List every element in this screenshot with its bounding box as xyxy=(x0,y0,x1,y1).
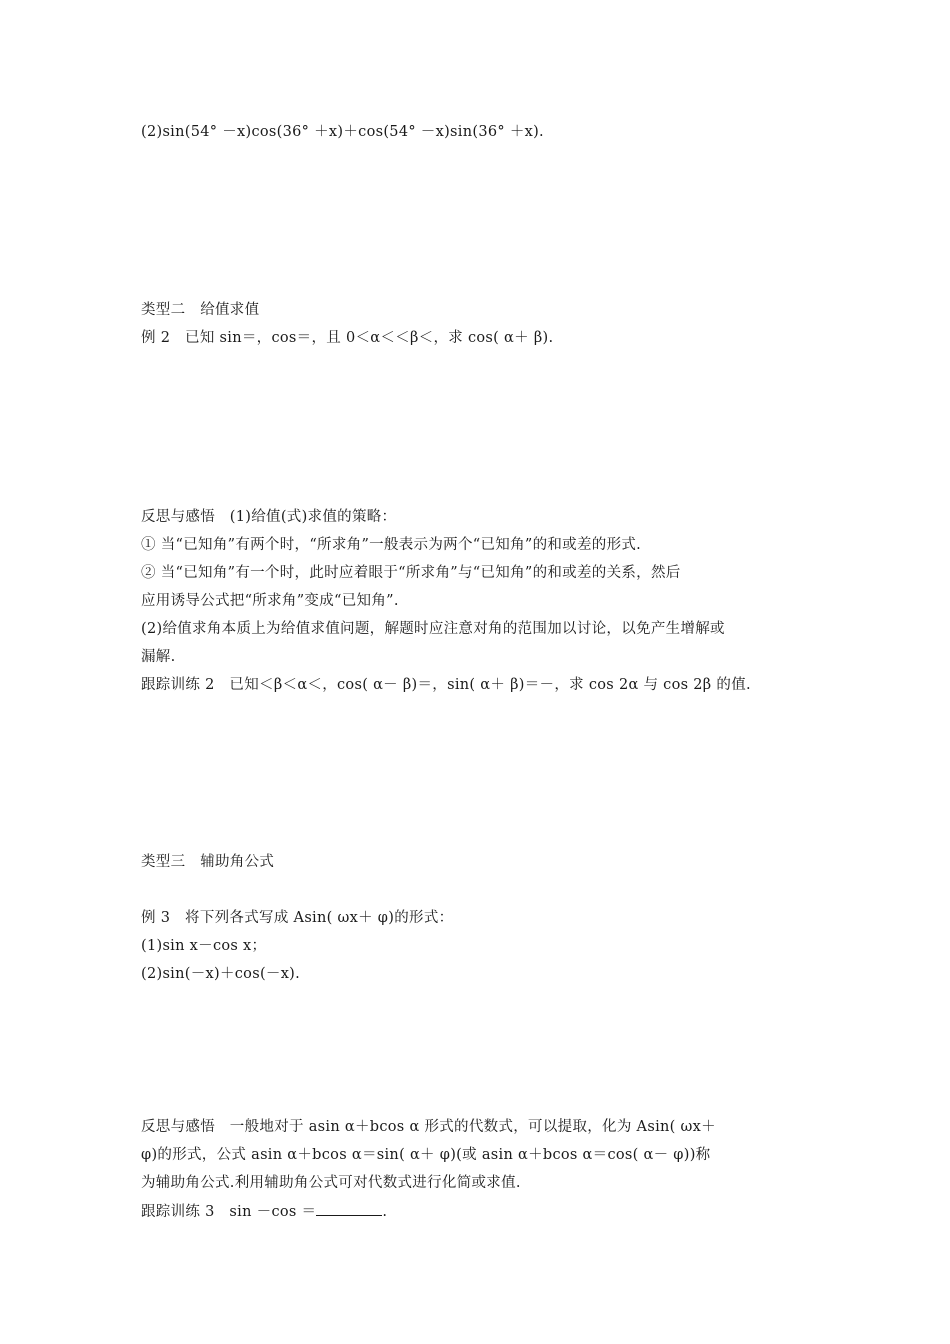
practice-3-line xyxy=(141,1201,387,1222)
example-2-text: 例 2 已知 sin＝，cos＝，且 0＜α＜＜β＜，求 cos( α＋ β). xyxy=(141,330,554,346)
problem-2-text: (2)sin(54° －x)cos(36° ＋x)＋cos(54° －x)sin(36° ＋x). xyxy=(141,124,544,140)
example-3-text: 例 3 将下列各式写成 Asin( ωx＋ φ)的形式： xyxy=(141,910,454,926)
strategy-item-3: (2)给值求角本质上为给值求值问题，解题时应注意对角的范围加以讨论，以免产生增解或 xyxy=(141,621,725,637)
strategy-item-3-cont: 漏解. xyxy=(141,649,176,665)
example-3-part-2: (2)sin(－x)＋cos(－x). xyxy=(141,966,301,982)
answer-blank xyxy=(316,1201,382,1216)
reflection-2-line-1: 反思与感悟 一般地对于 asin α＋bcos α 形式的代数式，可以提取，化为 Asin( ωx＋ xyxy=(141,1119,716,1135)
reflection-2-line-3: 为辅助角公式.利用辅助角公式可对代数式进行化简或求值. xyxy=(141,1175,521,1191)
strategy-item-2: ② 当“已知角”有一个时，此时应着眼于“所求角”与“已知角”的和或差的关系，然后 xyxy=(141,565,681,581)
practice-3-text: 跟踪训练 3 sin －cos ＝ xyxy=(141,1204,317,1220)
strategy-item-2-cont: 应用诱导公式把“所求角”变成“已知角”. xyxy=(141,593,399,609)
reflection-heading: 反思与感悟 (1)给值(式)求值的策略： xyxy=(141,509,397,525)
strategy-item-1: ① 当“已知角”有两个时，“所求角”一般表示为两个“已知角”的和或差的形式. xyxy=(141,537,642,553)
reflection-2-line-2: φ)的形式，公式 asin α＋bcos α＝sin( α＋ φ)(或 asin α＋bcos α＝cos( α－ φ))称 xyxy=(141,1147,711,1163)
example-3-part-1: (1)sin x－cos x； xyxy=(141,938,267,954)
practice-2-text: 跟踪训练 2 已知＜β＜α＜，cos( α－ β)＝，sin( α＋ β)＝－，求 cos 2α 与 cos 2β 的值. xyxy=(141,677,751,693)
section-heading-type-3: 类型三 辅助角公式 xyxy=(141,854,275,870)
section-heading-type-2: 类型二 给值求值 xyxy=(141,302,260,318)
practice-3-period: . xyxy=(382,1204,388,1220)
